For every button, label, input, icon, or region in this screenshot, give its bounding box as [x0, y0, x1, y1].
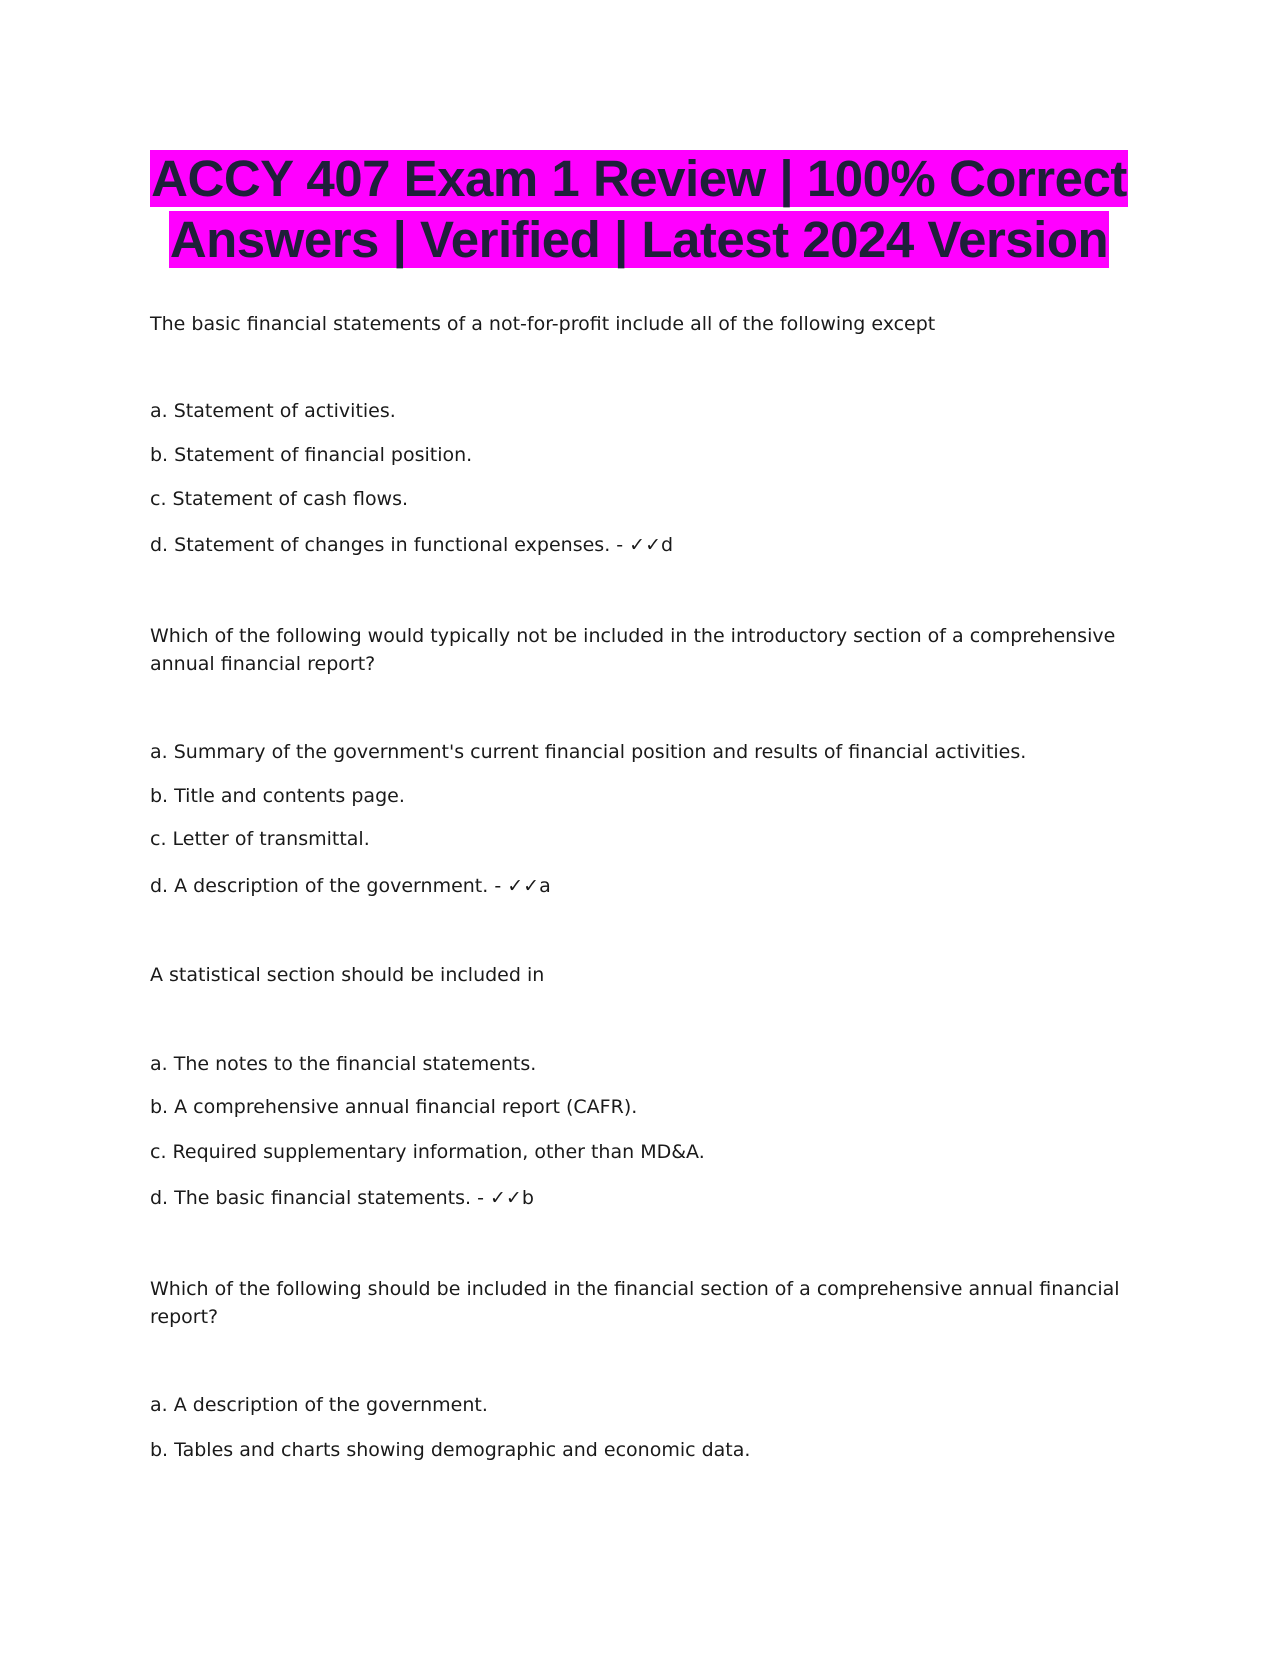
answer-separator: -	[610, 534, 630, 556]
question-block	[150, 622, 1130, 678]
option-text: d. A description of the government.	[150, 875, 489, 897]
question-block	[150, 1275, 1130, 1331]
option-text: d. The basic financial statements.	[150, 1187, 472, 1209]
check-icon: ✓✓	[507, 875, 540, 897]
question-text: Which of the following should be included in the financial section of a comprehensive annual financial report?	[150, 1278, 1120, 1328]
option-item: b. A comprehensive annual financial report (CAFR).	[150, 1096, 638, 1118]
document-title	[148, 148, 1130, 270]
option-item: b. Title and contents page.	[150, 785, 405, 807]
option-item: b. Tables and charts showing demographic and economic data.	[150, 1439, 751, 1461]
question-block	[150, 310, 1130, 338]
question-text: The basic financial statements of a not-for-profit include all of the following except	[150, 313, 936, 335]
option-item: a. The notes to the financial statements.	[150, 1053, 537, 1075]
answer-letter: a	[539, 875, 551, 897]
option-item: a. Summary of the government's current financial position and results of financial activities.	[150, 741, 1027, 763]
question-text: A statistical section should be included in	[150, 964, 545, 986]
question-text: Which of the following would typically not be included in the introductory section of a comprehensive annual financial report?	[150, 625, 1116, 675]
option-item-with-answer	[150, 872, 551, 900]
option-item: c. Required supplementary information, other than MD&A.	[150, 1141, 705, 1163]
answer-letter: b	[521, 1187, 534, 1209]
option-item: b. Statement of financial position.	[150, 444, 473, 466]
answer-separator: -	[488, 875, 508, 897]
option-text: d. Statement of changes in functional expenses.	[150, 534, 611, 556]
option-item: c. Letter of transmittal.	[150, 828, 370, 850]
option-item: a. Statement of activities.	[150, 400, 396, 422]
title-line-1: ACCY 407 Exam 1 Review | 100% Correct	[151, 150, 1127, 207]
option-item: a. A description of the government.	[150, 1394, 488, 1416]
title-line-2: Answers | Verified | Latest 2024 Version	[169, 211, 1109, 268]
answer-letter: d	[661, 534, 674, 556]
option-item: c. Statement of cash flows.	[150, 488, 409, 510]
option-item-with-answer	[150, 531, 673, 559]
answer-separator: -	[471, 1187, 490, 1209]
check-icon: ✓✓	[629, 534, 662, 556]
option-item-with-answer	[150, 1184, 534, 1212]
question-block	[150, 961, 1130, 989]
check-icon: ✓✓	[489, 1187, 522, 1209]
